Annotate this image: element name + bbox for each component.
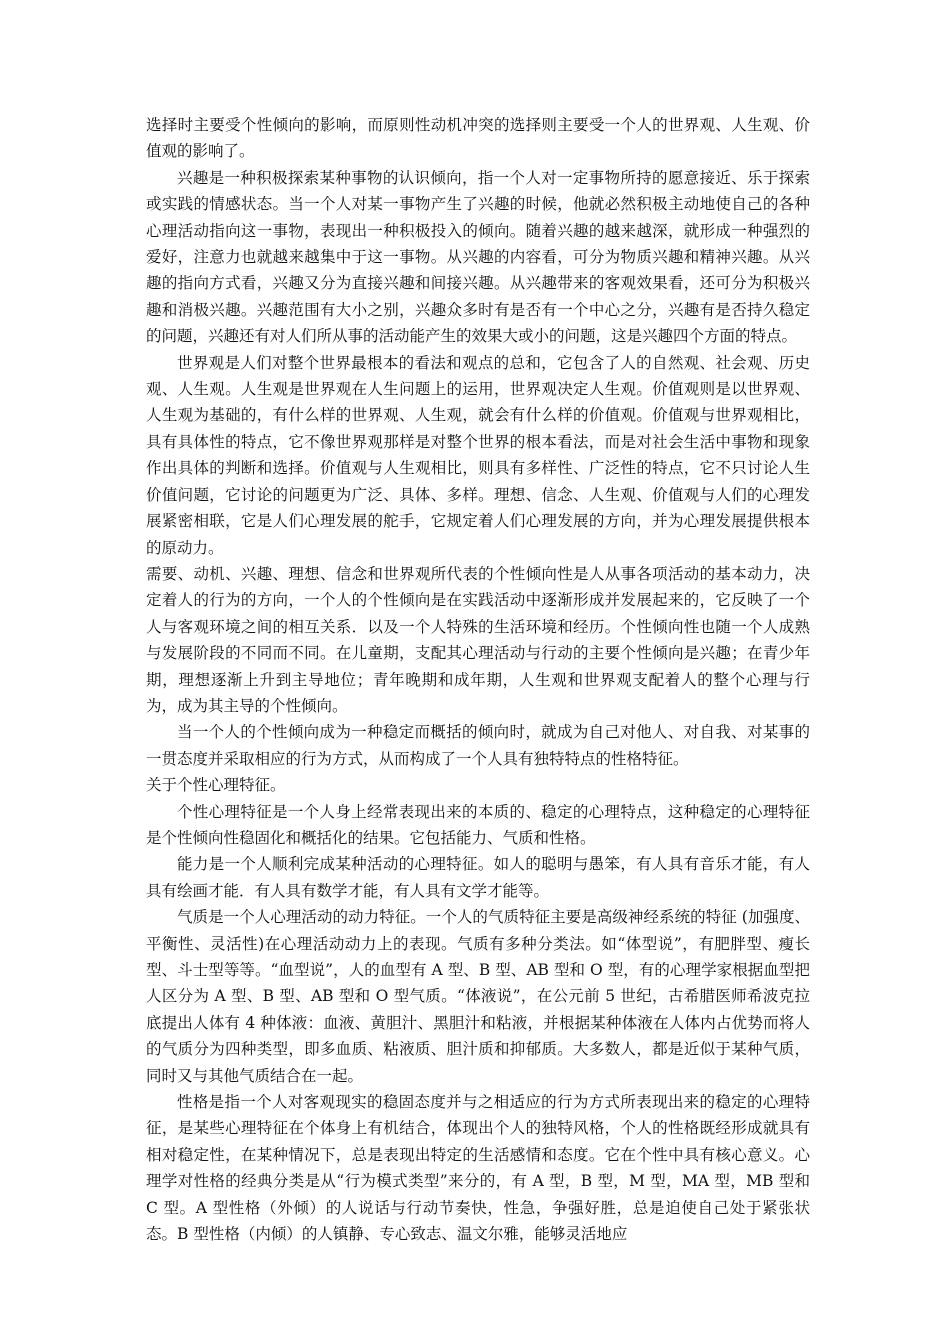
paragraph-personality-tendency: 需要、动机、兴趣、理想、信念和世界观所代表的个性倾向性是人从事各项活动的基本动力，决定着人的行为的方向，一个人的个性倾向是在实践活动中逐渐形成并发展起来的，它反映了一个人与客观环境之间的相互关系．以及一个人特殊的生活环境和经历。个性倾向性也随一个人成熟与发展阶段的不同而不同。在儿童期，支配其心理活动与行动的主要个性倾向是兴趣；在青少年期，理想逐渐上升到主导地位；青年晚期和成年期，人生观和世界观支配着人的整个心理与行为，成为其主导的个性倾向。 <box>146 564 810 715</box>
document-body <box>146 112 810 1247</box>
paragraph-psychological-traits: 个性心理特征是一个人身上经常表现出来的本质的、稳定的心理特点，这种稳定的心理特征是个性倾向性稳固化和概括化的结果。它包括能力、气质和性格。 <box>146 802 810 847</box>
paragraph-ability: 能力是一个人顺利完成某种活动的心理特征。如人的聪明与愚笨，有人具有音乐才能，有人具有绘画才能．有人具有数学才能，有人具有文学才能等。 <box>146 855 810 900</box>
paragraph-character-formation: 当一个人的个性倾向成为一种稳定而概括的倾向时，就成为自己对他人、对自我、对某事的一贯态度并采取相应的行为方式，从而构成了一个人具有独特特点的性格特征。 <box>146 723 810 768</box>
section-heading-psychological-traits: 关于个性心理特征。 <box>146 776 286 795</box>
paragraph-continuation: 选择时主要受个性倾向的影响，而原则性动机冲突的选择则主要受一个人的世界观、人生观、价值观的影响了。 <box>146 116 810 161</box>
paragraph-temperament: 气质是一个人心理活动的动力特征。一个人的气质特征主要是高级神经系统的特征 (加强度、平衡性、灵活性)在心理活动动力上的表现。气质有多种分类法。如“体型说”，有肥胖型、瘦长型、斗士型等等。“血型说”，人的血型有 A 型、B 型、AB 型和 O 型，有的心理学家根据血型把人区分为 A 型、B 型、AB 型和 O 型气质。“体液说”，在公元前 5 世纪，古希腊医师希波克拉底提出人体有 4 种体液：血液、黄胆汁、黑胆汁和粘液，并根据某种体液在人体内占优势而将人的气质分为四种类型，即多血质、粘液质、胆汁质和抑郁质。大多数人，都是近似于某种气质，同时又与其他气质结合在一起。 <box>146 908 810 1085</box>
paragraph-character: 性格是指一个人对客观现实的稳固态度并与之相适应的行为方式所表现出来的稳定的心理特征，是某些心理特征在个体身上有机结合，体现出个人的独特风格，个人的性格既经形成就具有相对稳定性，在某种情况下，总是表现出特定的生活感情和态度。它在个性中具有核心意义。心理学对性格的经典分类是从“行为模式类型”来分的，有 A 型，B 型，M 型，MA 型，MB 型和 C 型。A 型性格（外倾）的人说话与行动节奏快，性急，争强好胜，总是迫使自己处于紧张状态。B 型性格（内倾）的人镇静、专心致志、温文尔雅，能够灵活地应 <box>146 1093 810 1244</box>
paragraph-worldview: 世界观是人们对整个世界最根本的看法和观点的总和，它包含了人的自然观、社会观、历史观、人生观。人生观是世界观在人生问题上的运用，世界观决定人生观。价值观则是以世界观、人生观为基础的，有什么样的世界观、人生观，就会有什么样的价值观。价值观与世界观相比，具有具体性的特点，它不像世界观那样是对整个世界的根本看法，而是对社会生活中事物和现象作出具体的判断和选择。价值观与人生观相比，则具有多样性、广泛性的特点，它不只讨论人生价值问题，它讨论的问题更为广泛、具体、多样。理想、信念、人生观、价值观与人们的心理发展紧密相联，它是人们心理发展的舵手，它规定着人们心理发展的方向，并为心理发展提供根本的原动力。 <box>146 353 810 557</box>
paragraph-interest: 兴趣是一种积极探索某种事物的认识倾向，指一个人对一定事物所持的愿意接近、乐于探索或实践的情感状态。当一个人对某一事物产生了兴趣的时候，他就必然积极主动地使自己的各种心理活动指向这一事物，表现出一种积极投入的倾向。随着兴趣的越来越深，就形成一种强烈的爱好，注意力也就越来越集中于这一事物。从兴趣的内容看，可分为物质兴趣和精神兴趣。从兴趣的指向方式看，兴趣又分为直接兴趣和间接兴趣。从兴趣带来的客观效果看，还可分为积极兴趣和消极兴趣。兴趣范围有大小之别，兴趣众多时有是否有一个中心之分，兴趣有是否持久稳定的问题，兴趣还有对人们所从事的活动能产生的效果大或小的问题，这是兴趣四个方面的特点。 <box>146 168 810 346</box>
